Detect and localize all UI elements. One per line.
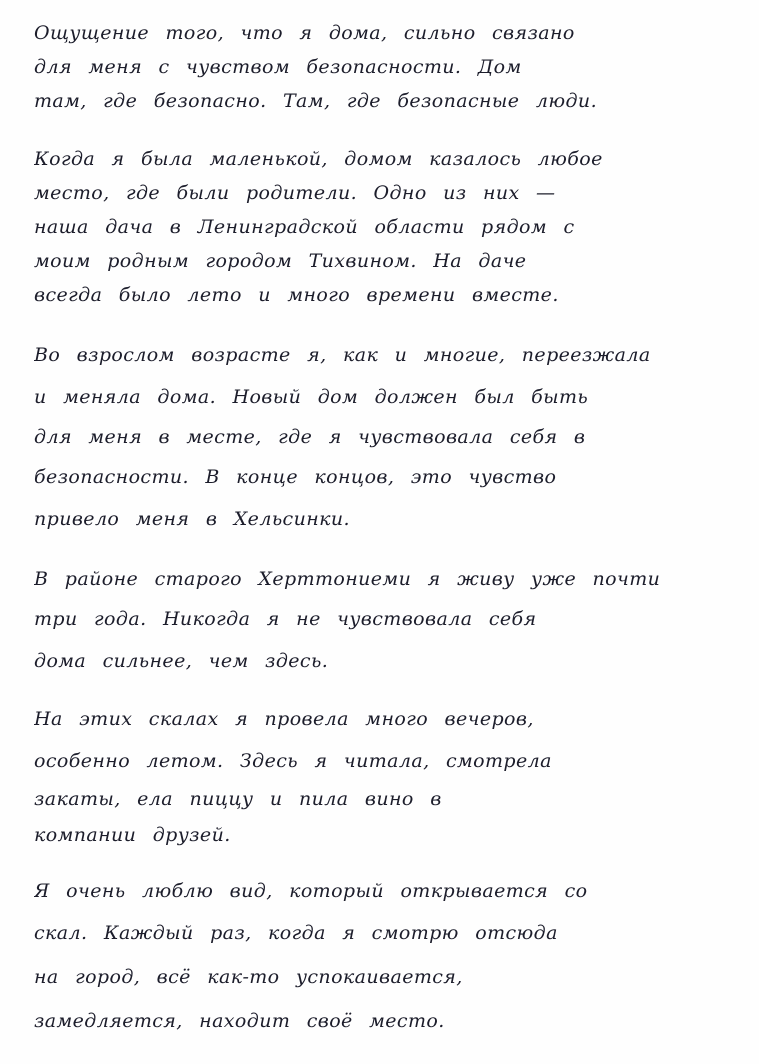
text-line: три года. Никогда я не чувствовала себя — [34, 608, 537, 630]
text-line: В районе старого Херттониеми я живу уже почти — [34, 568, 661, 590]
text-line: Когда я была маленькой, домом казалось любое — [34, 148, 603, 170]
text-line: для меня с чувством безопасности. Дом — [34, 56, 522, 78]
text-line: моим родным городом Тихвином. На даче — [34, 250, 527, 272]
text-line: для меня в месте, где я чувствовала себя в — [34, 426, 586, 448]
text-line: особенно летом. Здесь я читала, смотрела — [34, 750, 552, 772]
text-line: замедляется, находит своё место. — [34, 1010, 445, 1032]
text-line: дома сильнее, чем здесь. — [34, 650, 329, 672]
text-line: место, где были родители. Одно из них — — [34, 182, 556, 204]
text-line: закаты, ела пиццу и пила вино в — [34, 788, 442, 810]
text-line: Ощущение того, что я дома, сильно связано — [34, 22, 575, 44]
text-line: наша дача в Ленинградской области рядом с — [34, 216, 575, 238]
text-line: Во взрослом возрасте я, как и многие, переезжала — [34, 344, 651, 366]
text-line: всегда было лето и много времени вместе. — [34, 284, 559, 306]
text-line: безопасности. В конце концов, это чувство — [34, 466, 557, 488]
text-line: На этих скалах я провела много вечеров, — [34, 708, 534, 730]
text-line: и меняла дома. Новый дом должен был быть — [34, 386, 589, 408]
text-line: на город, всё как-то успокаивается, — [34, 966, 463, 988]
text-line: там, где безопасно. Там, где безопасные люди. — [34, 90, 598, 112]
text-line: компании друзей. — [34, 824, 231, 846]
text-line: скал. Каждый раз, когда я смотрю отсюда — [34, 922, 558, 944]
text-line: Я очень люблю вид, который открывается со — [34, 880, 588, 902]
text-line: привело меня в Хельсинки. — [34, 508, 350, 530]
